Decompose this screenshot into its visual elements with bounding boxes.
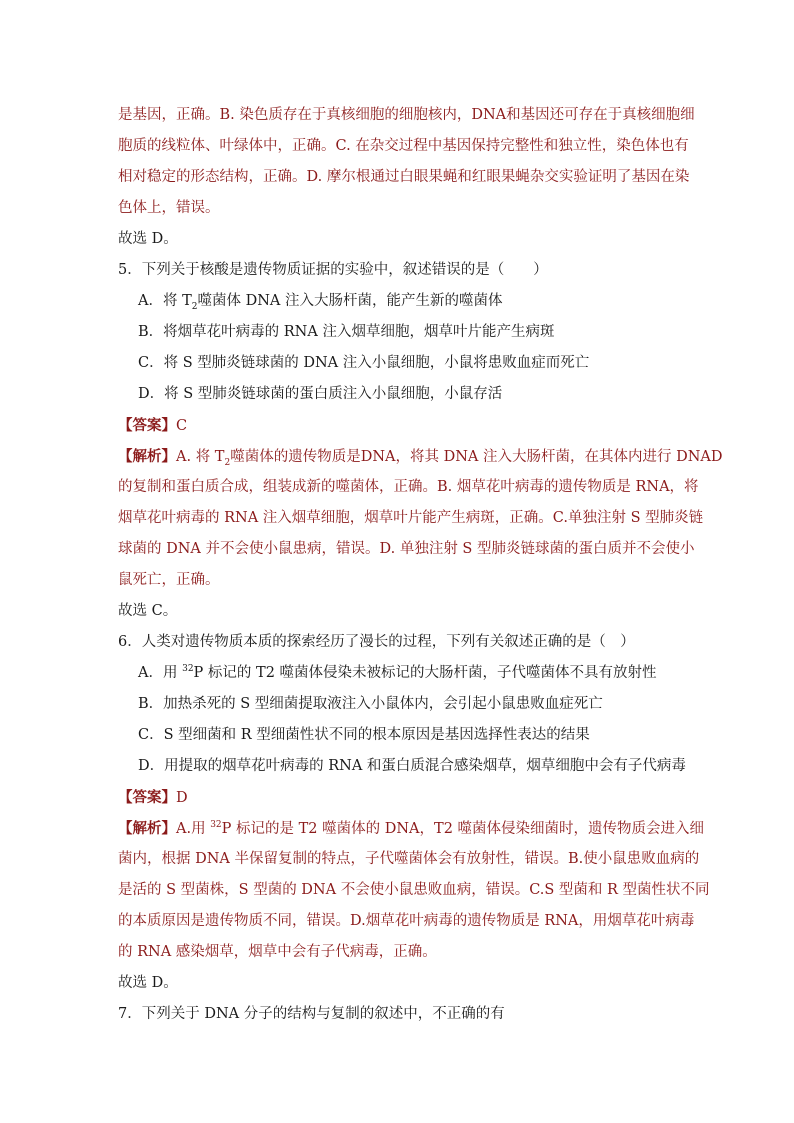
analysis-line: 的本质原因是遗传物质不同，错误。D.烟草花叶病毒的遗传物质是 RNA，用烟草花叶病毒 [118,913,695,929]
analysis-text: P 标记的是 T2 噬菌体的 DNA，T2 噬菌体侵染细菌时，遗传物质会进入细 [221,821,705,837]
superscript: 32 [210,820,222,831]
analysis-text: A. 将 T [176,449,225,465]
question-6-stem: 6．人类对遗传物质本质的探索经历了漫长的过程，下列有关叙述正确的是（ ） [118,634,635,650]
question-5-option-c: C．将 S 型肺炎链球菌的 DNA 注入小鼠细胞，小鼠将患败血症而死亡 [138,355,590,371]
question-5-option-a [118,286,678,317]
question-6-analysis [118,813,705,844]
subscript: 2 [224,457,231,468]
question-5-option-d: D．将 S 型肺炎链球菌的蛋白质注入小鼠细胞，小鼠存活 [138,386,503,402]
question-6-answer [118,782,678,813]
question-7-stem: 7．下列关于 DNA 分子的结构与复制的叙述中，不正确的有 [118,1006,505,1022]
analysis-line: 球菌的 DNA 并不会使小鼠患病，错误。D. 单独注射 S 型肺炎链球菌的蛋白质并不会使小 [118,541,695,557]
question-5-analysis [118,441,723,472]
answer-label: 【答案】 [118,789,176,806]
analysis-line: 是基因，正确。B. 染色质存在于真核细胞的细胞核内，DNA和基因还可存在于真核细胞细 [118,107,695,123]
superscript: 32 [182,664,194,675]
option-text: 噬菌体 DNA 注入大肠杆菌，能产生新的噬菌体 [197,293,503,309]
question-5-stem: 5．下列关于核酸是遗传物质证据的实验中，叙述错误的是（ ） [118,262,548,278]
analysis-line: 相对稳定的形态结构，正确。D. 摩尔根通过白眼果蝇和红眼果蝇杂交实验证明了基因在染 [118,169,690,185]
option-text: P 标记的 T2 噬菌体侵染未被标记的大肠杆菌，子代噬菌体不具有放射性 [193,665,657,681]
analysis-label: 【解析】 [118,820,176,837]
analysis-line: 烟草花叶病毒的 RNA 注入烟草细胞，烟草叶片能产生病斑，正确。C.单独注射 S 型肺炎链 [118,510,704,526]
subscript: 2 [191,301,198,312]
answer-label: 【答案】 [118,417,176,434]
analysis-line: 是活的 S 型菌株，S 型菌的 DNA 不会使小鼠患败血病，错误。C.S 型菌和 R 型菌性状不同 [118,882,710,898]
document-content [118,100,723,1030]
question-6-option-a [118,658,678,689]
question-6-option-c: C．S 型细菌和 R 型细菌性状不同的根本原因是基因选择性表达的结果 [138,727,590,743]
question-5-option-b: B．将烟草花叶病毒的 RNA 注入烟草细胞，烟草叶片能产生病斑 [138,324,555,340]
analysis-line: 色体上，错误。 [118,200,220,216]
conclusion-text: 故选 C。 [118,603,178,619]
analysis-line: 菌内，根据 DNA 半保留复制的特点，子代噬菌体会有放射性，错误。B.使小鼠患败血病的 [118,851,700,867]
question-5-answer [118,410,678,441]
conclusion-text: 故选 D。 [118,975,178,991]
analysis-line: 的 RNA 感染烟草，烟草中会有子代病毒，正确。 [118,944,437,960]
analysis-line: 鼠死亡，正确。 [118,572,220,588]
analysis-line: 的复制和蛋白质合成，组装成新的噬菌体，正确。B. 烟草花叶病毒的遗传物质是 RNA，将 [118,479,699,495]
answer-value: C [176,418,188,434]
answer-value: D [176,790,188,806]
conclusion-text: 故选 D。 [118,231,178,247]
analysis-text: A.用 [176,821,211,837]
analysis-label: 【解析】 [118,448,176,465]
analysis-line: 胞质的线粒体、叶绿体中，正确。C. 在杂交过程中基因保持完整性和独立性，染色体也有 [118,138,689,154]
option-text: A．用 [138,665,183,681]
analysis-text: 噬菌体的遗传物质是DNA，将其 DNA 注入大肠杆菌，在其体内进行 DNAD [230,449,723,465]
question-6-option-d: D．用提取的烟草花叶病毒的 RNA 和蛋白质混合感染烟草，烟草细胞中会有子代病毒 [138,758,686,774]
option-text: A．将 T [138,293,192,309]
question-6-option-b: B．加热杀死的 S 型细菌提取液注入小鼠体内，会引起小鼠患败血症死亡 [138,696,603,712]
